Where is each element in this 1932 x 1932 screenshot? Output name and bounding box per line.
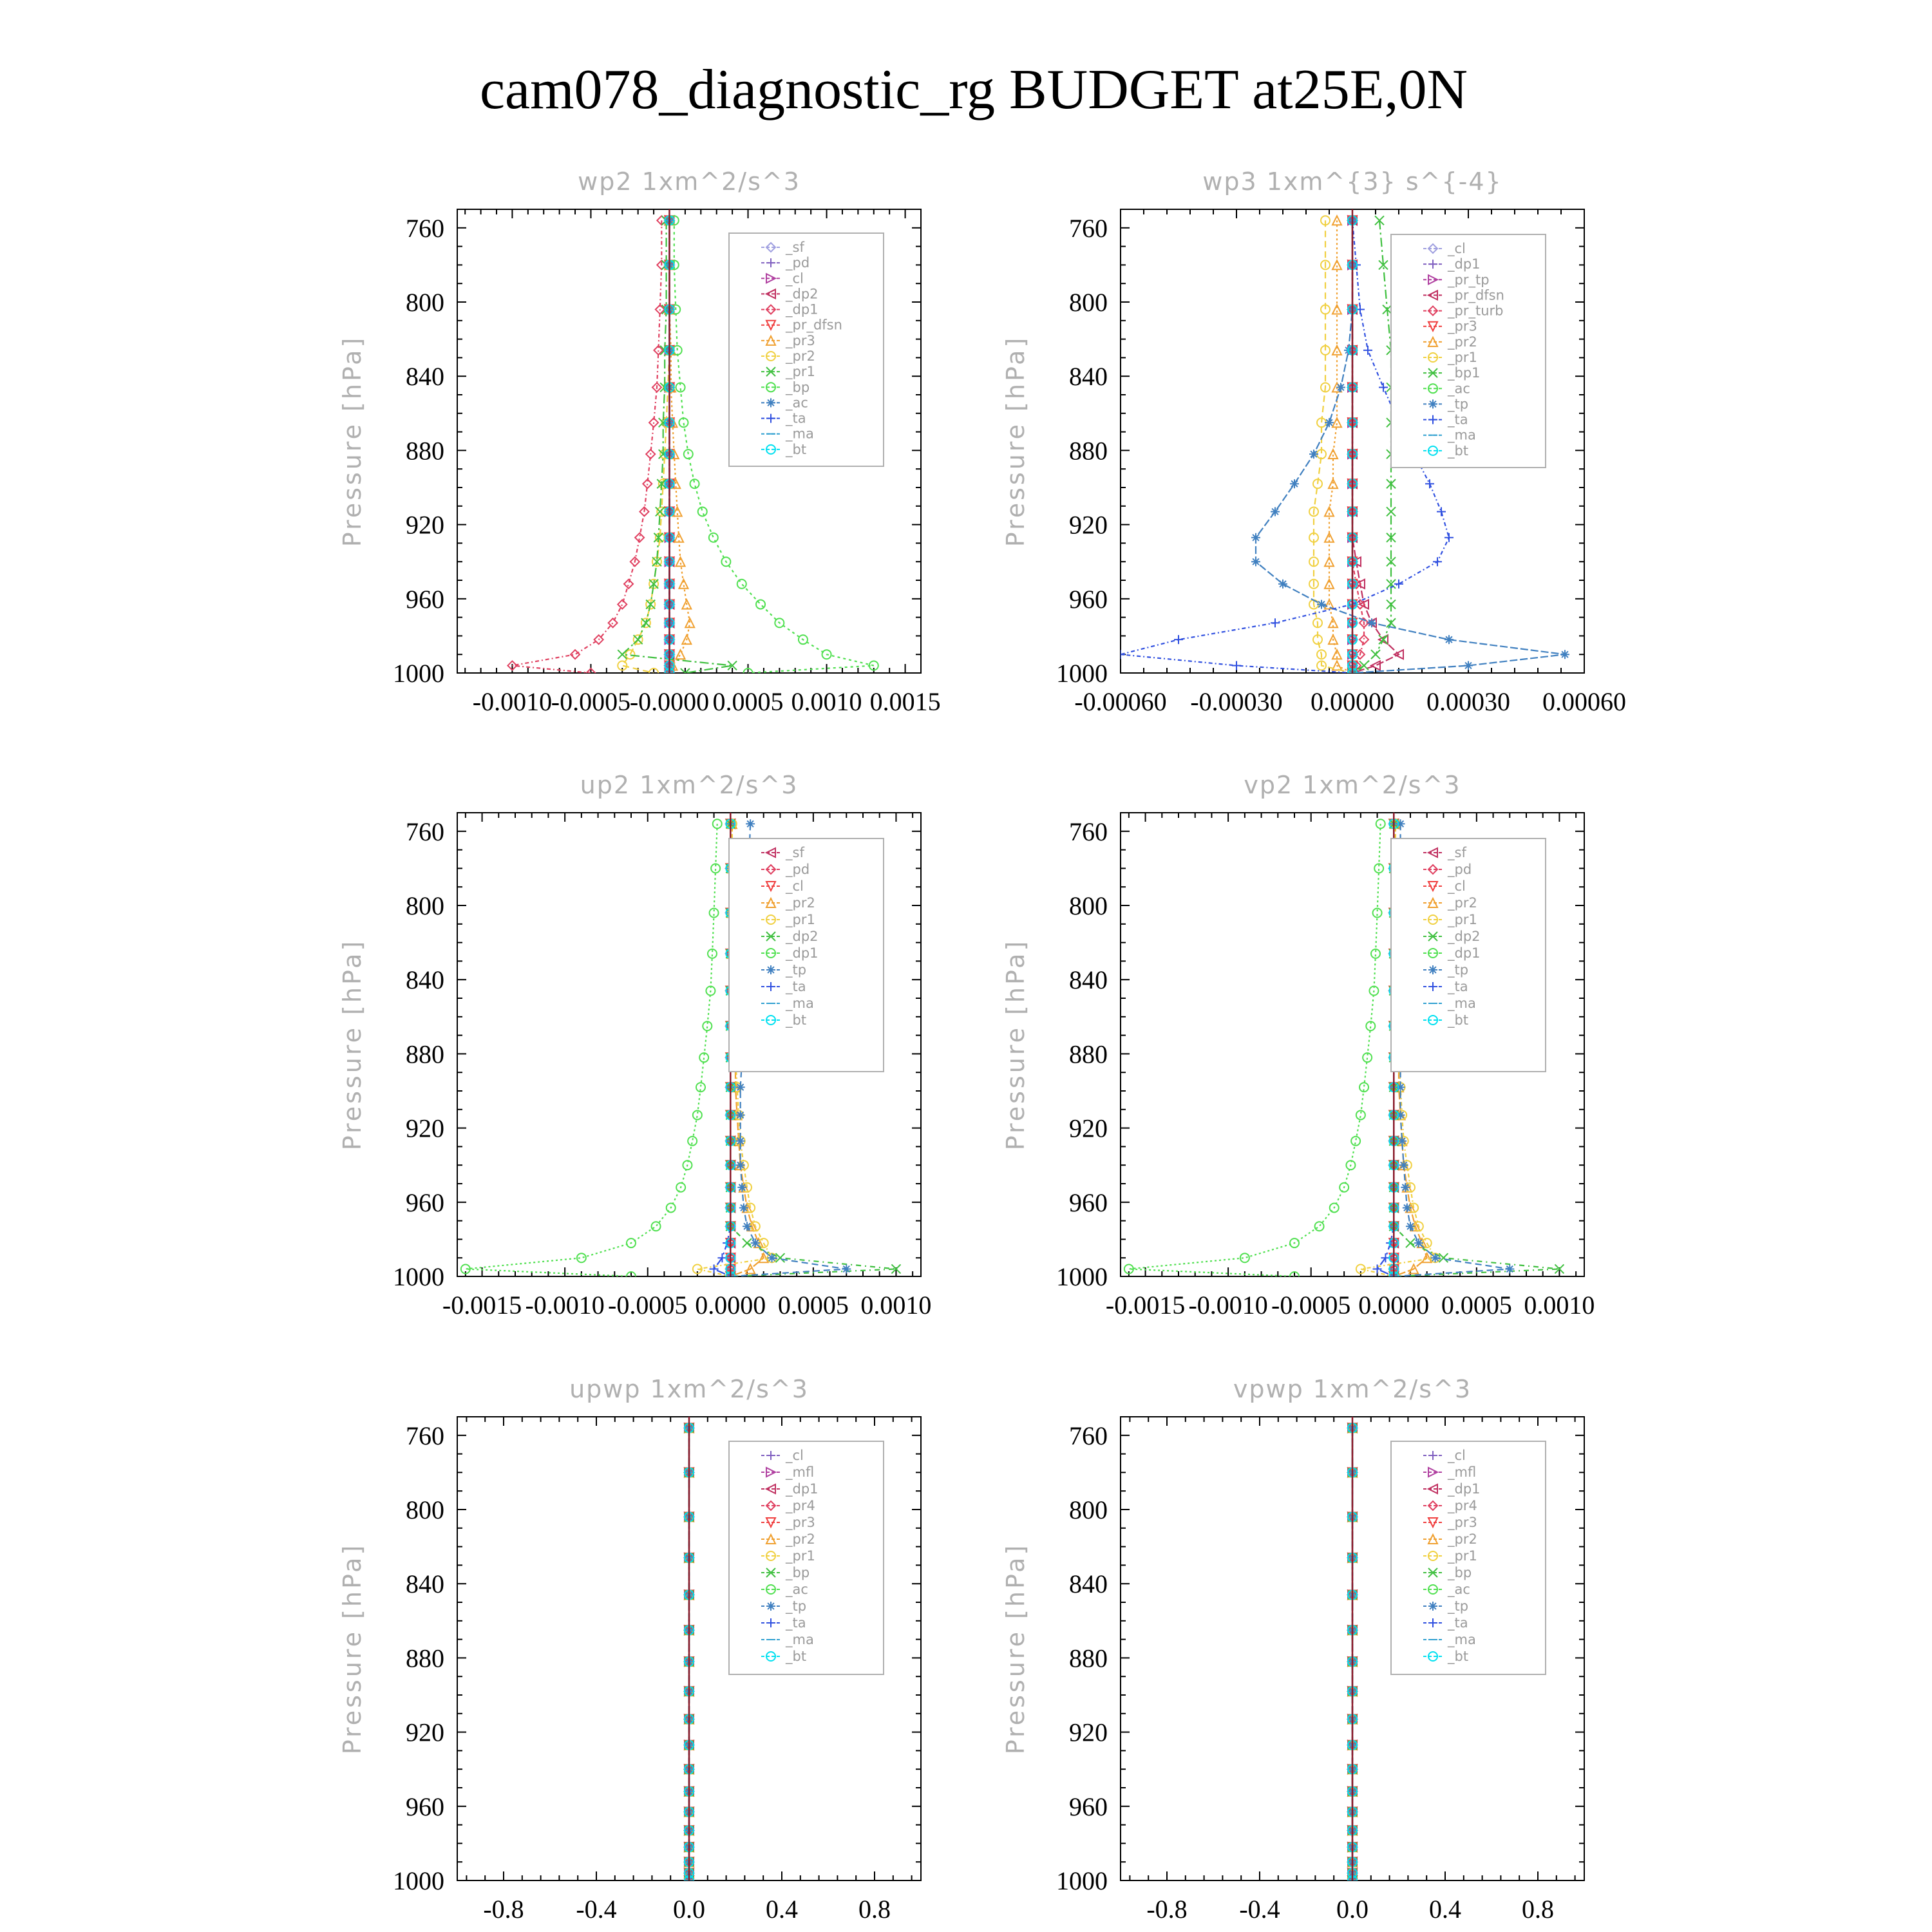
legend-label: _tp [786,962,807,978]
legend-label: _tp [1448,962,1469,978]
y-tick-label: 1000 [393,659,444,688]
y-axis-title: Pressure [hPa] [1001,938,1030,1151]
legend-label: _dp1 [786,301,819,317]
legend-label: _bt [1448,442,1469,459]
y-axis-title: Pressure [hPa] [338,335,366,547]
legend-label: _dp1 [786,1481,819,1497]
legend-label: _dp2 [786,286,819,302]
legend-label: _ta [1448,412,1468,428]
y-tick-label: 760 [1069,817,1108,846]
x-tick-label: -0.4 [576,1895,617,1924]
y-axis-title: Pressure [hPa] [338,1542,366,1755]
x-tick-label: -0.00030 [1190,687,1283,716]
legend-label: _pr1 [1448,912,1477,927]
x-tick-label: -0.0005 [608,1291,688,1320]
x-tick-label: 0.00030 [1426,687,1510,716]
x-tick-label: 0.0005 [712,687,784,716]
data-point-tp [743,1222,752,1231]
y-tick-label: 1000 [393,1866,444,1895]
data-point-tp [1505,1264,1514,1273]
data-point-tp [1406,1222,1415,1231]
y-tick-label: 760 [406,213,444,243]
legend-label: _pr3 [1448,318,1477,334]
y-tick-label: 800 [1069,891,1108,920]
x-tick-label: -0.0000 [629,687,710,716]
x-tick-label: -0.8 [483,1895,524,1924]
x-tick-label: -0.0005 [1271,1291,1351,1320]
legend-label: _bp [1448,1565,1472,1580]
y-tick-label: 800 [406,1495,444,1524]
x-tick-label: -0.0005 [551,687,631,716]
legend-label: _pd [786,862,810,877]
legend-label: _dp2 [1448,929,1481,944]
panel-title: wp2 1xm^2/s^3 [578,167,800,196]
legend-label: _dp2 [786,929,819,944]
y-tick-label: 840 [1069,1569,1108,1599]
legend-marker [766,1602,775,1611]
legend-label: _mfl [1448,1464,1477,1480]
x-tick-label: -0.8 [1146,1895,1188,1924]
y-tick-label: 920 [406,1718,444,1747]
legend-label: _pr2 [1448,1531,1477,1547]
x-tick-label: 0.0 [1336,1895,1368,1924]
legend-label: _ac [1448,1582,1470,1597]
panel-title: vp2 1xm^2/s^3 [1244,771,1461,799]
y-tick-label: 840 [406,965,444,995]
y-tick-label: 960 [1069,584,1108,614]
x-tick-label: -0.0010 [525,1291,605,1320]
legend [1391,234,1546,468]
y-tick-label: 960 [1069,1792,1108,1821]
y-tick-label: 1000 [1056,1262,1108,1291]
panel-title: vpwp 1xm^2/s^3 [1233,1375,1472,1403]
x-tick-label: 0.0010 [1524,1291,1595,1320]
legend-label: _dp1 [1448,256,1481,272]
x-tick-label: 0.0000 [695,1291,766,1320]
legend-label: _ta [1448,1615,1468,1631]
y-tick-label: 1000 [393,1262,444,1291]
x-tick-label: -0.0010 [1188,1291,1268,1320]
y-tick-label: 800 [406,288,444,317]
y-tick-label: 920 [1069,1718,1108,1747]
y-tick-label: 760 [406,817,444,846]
y-tick-label: 840 [406,362,444,392]
legend-label: _ta [1448,979,1468,994]
legend-label: _sf [786,845,804,860]
legend-label: _ma [1448,1632,1476,1647]
y-tick-label: 880 [406,1643,444,1673]
x-tick-label: 0.8 [858,1895,891,1924]
legend-label: _tp [1448,1598,1469,1614]
data-point-tp [1317,600,1326,609]
x-tick-label: 0.4 [766,1895,798,1924]
legend-label: _ac [786,1582,808,1597]
legend-label: _pr2 [786,1531,815,1547]
legend-label: _ma [786,1632,814,1647]
data-point-tp [751,1238,760,1247]
legend-label: _sf [786,240,804,255]
legend [729,838,884,1072]
y-tick-label: 800 [1069,1495,1108,1524]
legend-label: _bt [786,1649,807,1664]
legend-label: _cl [786,270,804,287]
legend-label: _pd [1448,862,1472,877]
x-tick-label: 0.0010 [791,687,862,716]
x-tick-label: -0.00060 [1074,687,1167,716]
legend-label: _pr1 [786,1548,815,1564]
legend-label: _ma [786,996,814,1011]
y-tick-label: 840 [1069,362,1108,392]
data-point-tp [1401,1183,1410,1192]
legend-label: _bp [786,1565,810,1580]
x-tick-label: -0.4 [1239,1895,1280,1924]
legend-label: _pr1 [786,912,815,927]
legend-label: _pr1 [786,364,815,380]
x-tick-label: 0.4 [1429,1895,1461,1924]
legend-label: _pd [786,255,810,271]
x-tick-label: 0.0 [673,1895,705,1924]
legend-label: _bt [1448,1012,1469,1028]
legend-label: _pr4 [1448,1498,1477,1513]
legend-label: _pr3 [1448,1515,1477,1530]
legend-label: _pr_tp [1448,272,1490,288]
legend-label: _pr3 [786,1515,815,1530]
legend-label: _ac [1448,381,1470,397]
legend [1391,838,1546,1072]
legend-label: _ma [786,426,814,442]
y-tick-label: 760 [1069,213,1108,243]
legend-label: _cl [1448,241,1466,256]
y-tick-label: 880 [1069,436,1108,466]
legend-label: _pr_turb [1448,303,1504,319]
y-axis-title: Pressure [hPa] [1001,1542,1030,1755]
y-tick-label: 880 [406,436,444,466]
y-tick-label: 880 [1069,1039,1108,1069]
legend-label: _mfl [786,1464,815,1480]
legend-label: _ta [786,410,806,426]
x-tick-label: 0.0010 [860,1291,932,1320]
y-tick-label: 880 [406,1039,444,1069]
legend-label: _ma [1448,427,1476,443]
legend-marker [1428,965,1437,974]
legend-label: _tp [1448,396,1469,412]
y-tick-label: 920 [406,510,444,540]
y-tick-label: 800 [1069,288,1108,317]
x-tick-label: -0.0015 [1105,1291,1186,1320]
panel-title: upwp 1xm^2/s^3 [569,1375,809,1403]
legend-label: _cl [1448,878,1466,894]
panel-title: up2 1xm^2/s^3 [580,771,799,799]
legend-label: _bp [786,379,810,395]
legend-label: _sf [1448,845,1466,860]
y-tick-label: 760 [406,1421,444,1450]
x-tick-label: -0.0015 [442,1291,522,1320]
legend-label: _cl [786,878,804,894]
legend-label: _pr3 [786,332,815,348]
y-tick-label: 960 [406,584,444,614]
legend-label: _pr4 [786,1498,815,1513]
x-tick-label: 0.8 [1522,1895,1554,1924]
legend-label: _dp1 [786,945,819,961]
legend-marker [766,965,775,974]
x-tick-label: 0.0000 [1358,1291,1430,1320]
legend [729,1441,884,1674]
legend-label: _ta [786,979,806,994]
y-tick-label: 920 [1069,510,1108,540]
legend-label: _pr2 [786,348,815,364]
legend-label: _bt [786,441,807,457]
legend-label: _ac [786,395,808,411]
legend-label: _bt [1448,1649,1469,1664]
legend-label: _bp1 [1448,365,1481,381]
data-point-tp [746,819,755,828]
panel-title: wp3 1xm^{3} s^{-4} [1202,167,1502,196]
y-tick-label: 760 [1069,1421,1108,1450]
legend-label: _dp1 [1448,1481,1481,1497]
y-tick-label: 1000 [1056,1866,1108,1895]
legend-label: _ma [1448,996,1476,1011]
y-tick-label: 960 [406,1792,444,1821]
legend-label: _cl [786,1448,804,1463]
legend-label: _ta [786,1615,806,1631]
y-axis-title: Pressure [hPa] [1001,335,1030,547]
legend-label: _dp1 [1448,945,1481,961]
legend-label: _pr1 [1448,350,1477,365]
legend-label: _pr_dfsn [786,317,842,333]
data-point-tp [1414,1238,1423,1247]
y-tick-label: 960 [406,1188,444,1217]
x-tick-label: 0.0015 [869,687,941,716]
legend-label: _pr2 [1448,895,1477,911]
y-tick-label: 800 [406,891,444,920]
x-tick-label: 0.0005 [1441,1291,1512,1320]
y-tick-label: 1000 [1056,659,1108,688]
figure-title: cam078_diagnostic_rg BUDGET at25E,0N [479,59,1468,121]
legend-label: _pr2 [1448,334,1477,350]
legend-label: _bt [786,1012,807,1028]
legend-label: _pr_dfsn [1448,287,1504,303]
y-tick-label: 840 [406,1569,444,1599]
data-point-tp [1464,661,1473,670]
legend-label: _tp [786,1598,807,1614]
y-tick-label: 920 [1069,1113,1108,1143]
y-tick-label: 920 [406,1113,444,1143]
legend-label: _cl [1448,1448,1466,1463]
x-tick-label: 0.0005 [777,1291,849,1320]
x-tick-label: 0.00060 [1542,687,1626,716]
legend-label: _pr1 [1448,1548,1477,1564]
y-tick-label: 840 [1069,965,1108,995]
y-tick-label: 880 [1069,1643,1108,1673]
y-tick-label: 960 [1069,1188,1108,1217]
legend-marker [1428,1602,1437,1611]
legend [1391,1441,1546,1674]
y-axis-title: Pressure [hPa] [338,938,366,1151]
legend [729,233,884,466]
x-tick-label: 0.00000 [1311,687,1394,716]
data-point-tp [1271,507,1280,516]
legend-label: _pr2 [786,895,815,911]
x-tick-label: -0.0010 [472,687,553,716]
